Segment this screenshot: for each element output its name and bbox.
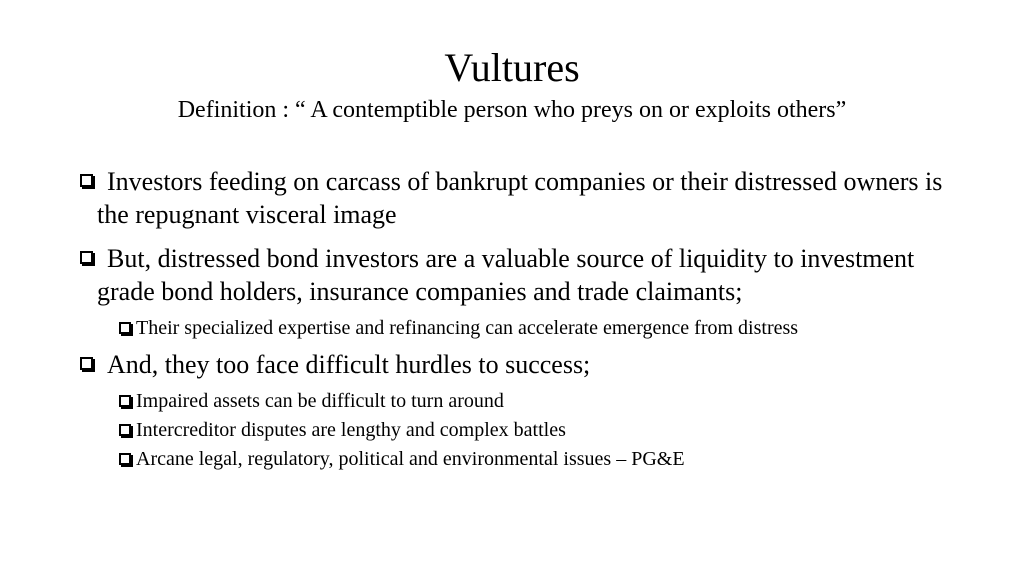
bullet-text: Investors feeding on carcass of bankrupt companies or their distressed owners is the repugnant visceral image (97, 167, 943, 229)
sub-bullet-item (78, 417, 896, 444)
bullet-text: But, distressed bond investors are a valuable source of liquidity to investment grade bond holders, insurance companies and trade claimants; (97, 244, 915, 306)
slide-title: Vultures (444, 45, 580, 90)
sub-bullet-text: Arcane legal, regulatory, political and environmental issues – PG&E (136, 448, 685, 470)
bullet-item (78, 165, 958, 231)
sub-bullet-item (78, 315, 896, 342)
slide-definition: Definition : “ A contemptible person who preys on or exploits others” (177, 97, 847, 123)
bullet-item (78, 242, 958, 308)
checkbox-bullet-icon (119, 424, 131, 436)
checkbox-bullet-icon (80, 251, 93, 264)
sub-bullet-item (78, 446, 896, 473)
bullet-text: And, they too face difficult hurdles to success; (107, 350, 591, 379)
checkbox-bullet-icon (80, 357, 93, 370)
bullet-list (78, 165, 958, 479)
sub-bullet-text: Intercreditor disputes are lengthy and complex battles (136, 419, 566, 441)
checkbox-bullet-icon (80, 174, 93, 187)
bullet-item (78, 348, 958, 381)
sub-bullet-text: Impaired assets can be difficult to turn around (136, 390, 504, 412)
checkbox-bullet-icon (119, 453, 131, 465)
sub-bullet-item (78, 388, 896, 415)
checkbox-bullet-icon (119, 395, 131, 407)
checkbox-bullet-icon (119, 322, 131, 334)
sub-bullet-text: Their specialized expertise and refinancing can accelerate emergence from distress (136, 317, 799, 339)
